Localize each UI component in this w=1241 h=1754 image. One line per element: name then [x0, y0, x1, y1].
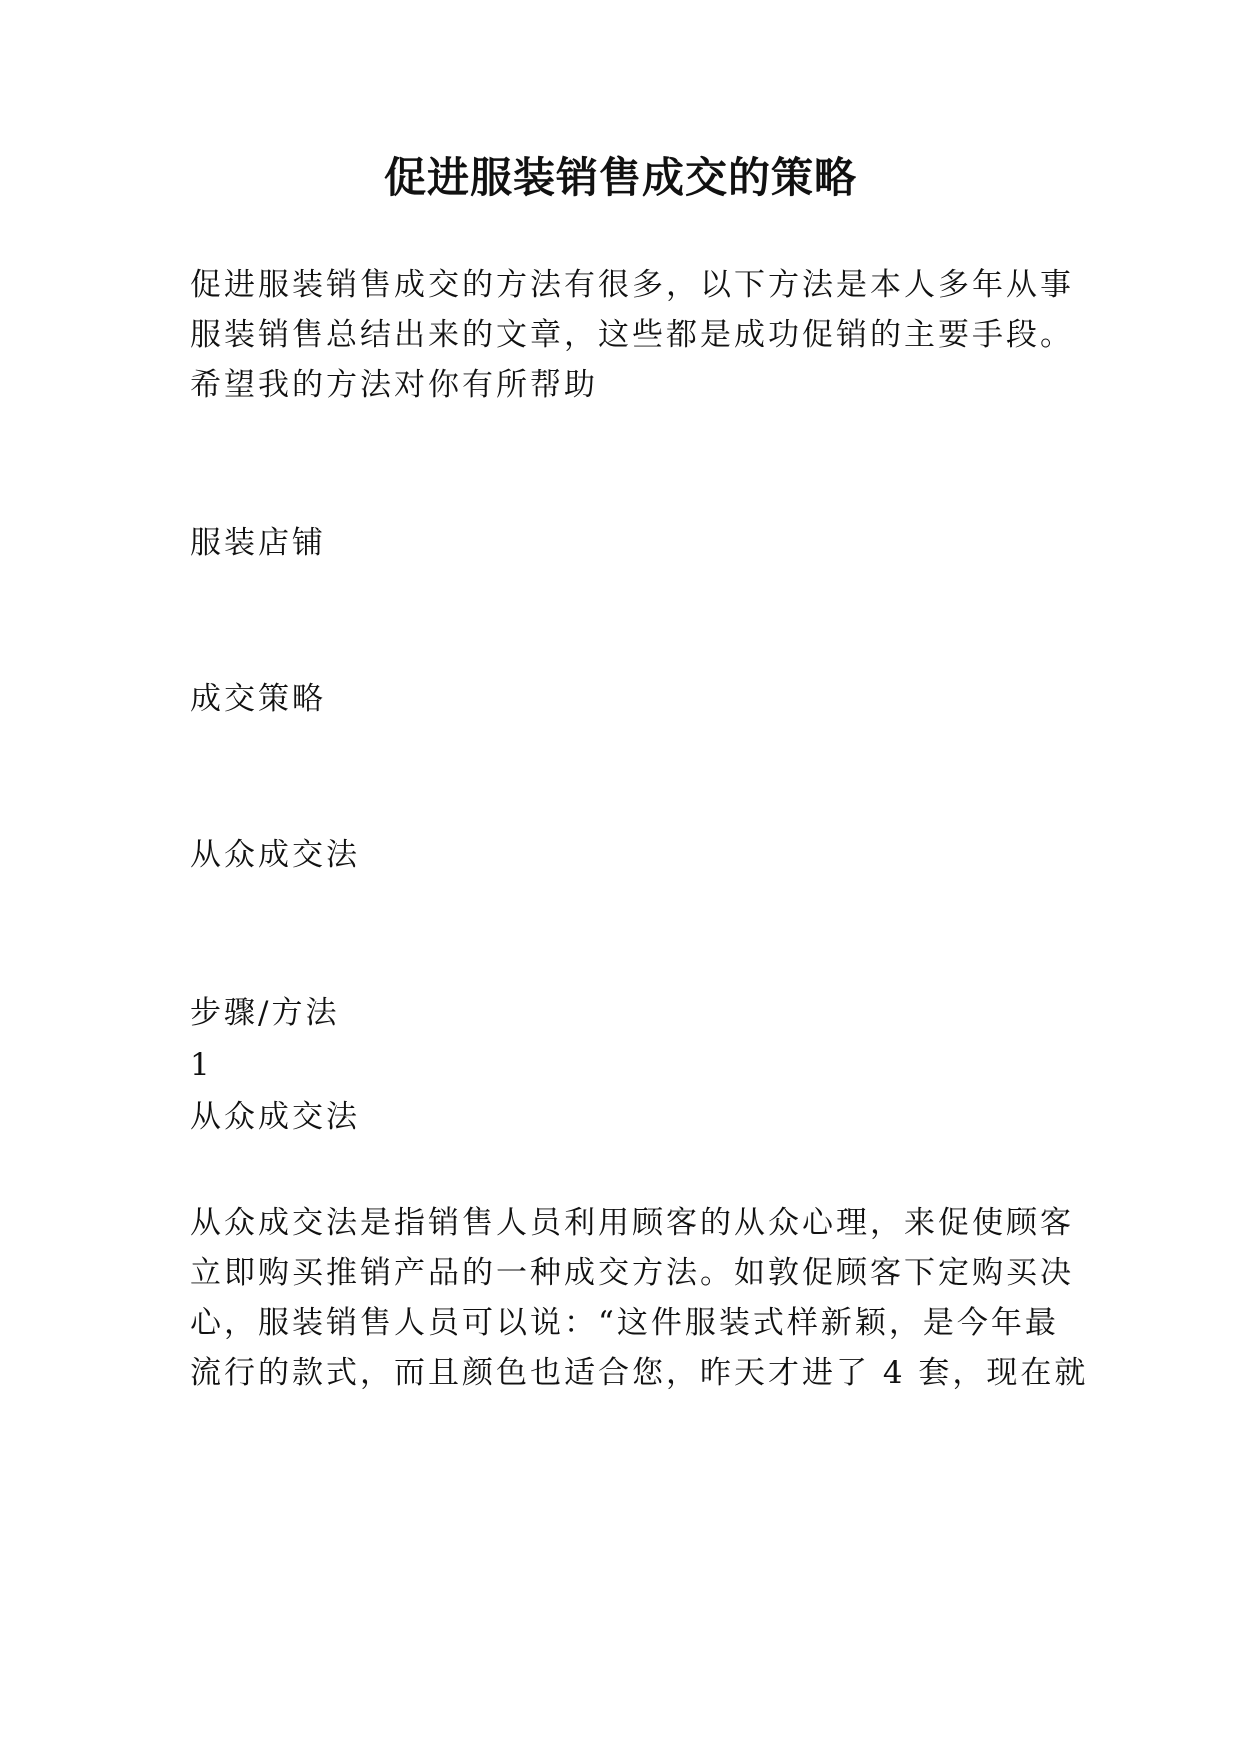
document-title: 促进服装销售成交的策略: [383, 153, 857, 202]
step-number: 1: [190, 1047, 213, 1083]
intro-line-3: 希望我的方法对你有所帮助: [190, 367, 598, 403]
steps-heading: 步骤/方法: [190, 995, 340, 1031]
intro-line-1: 促进服装销售成交的方法有很多，以下方法是本人多年从事: [190, 267, 1074, 303]
label-deal-strategy: 成交策略: [190, 681, 326, 717]
body-line-3: 心，服装销售人员可以说：“这件服装式样新颖，是今年最: [190, 1305, 1059, 1341]
body-line-1: 从众成交法是指销售人员利用顾客的从众心理，来促使顾客: [190, 1205, 1074, 1241]
step-title: 从众成交法: [190, 1099, 360, 1135]
label-clothing-store: 服装店铺: [190, 525, 326, 561]
body-line-2: 立即购买推销产品的一种成交方法。如敦促顾客下定购买决: [190, 1255, 1074, 1291]
body-line-4: 流行的款式，而且颜色也适合您，昨天才进了 4 套，现在就: [190, 1355, 1089, 1391]
label-conformity-method: 从众成交法: [190, 837, 360, 873]
intro-line-2: 服装销售总结出来的文章，这些都是成功促销的主要手段。: [190, 317, 1074, 353]
